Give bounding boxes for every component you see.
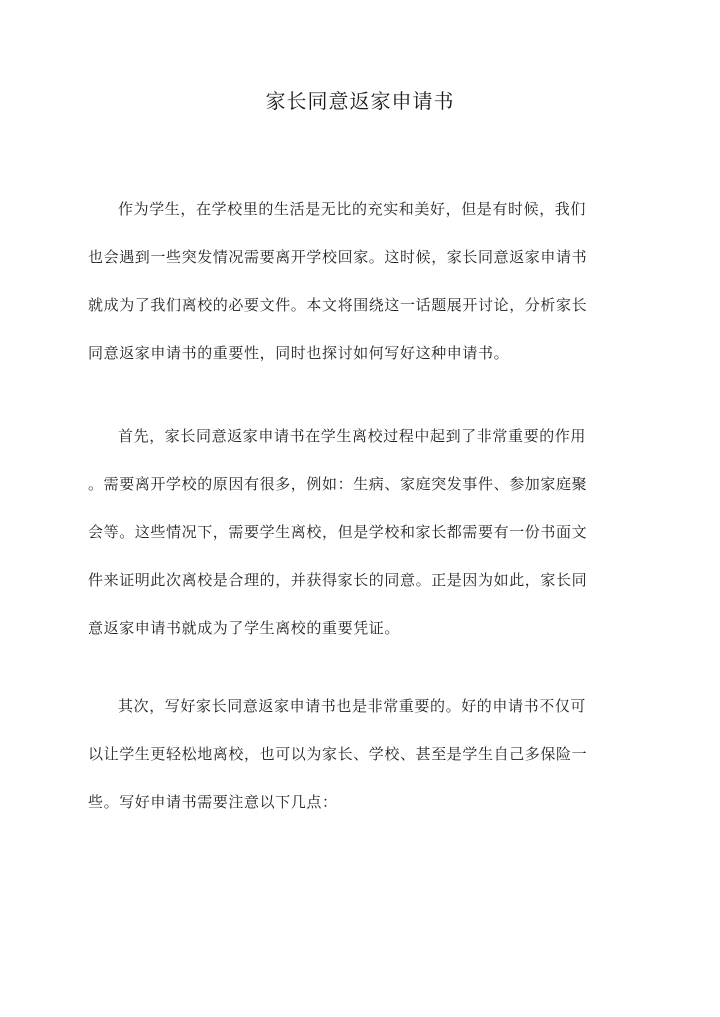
- paragraph-first: [88, 412, 648, 652]
- paragraph-second: [88, 682, 648, 826]
- paragraph-line: 些。写好申请书需要注意以下几点：: [88, 793, 338, 811]
- paragraph-line: 也会遇到一些突发情况需要离开学校回家。这时候，家长同意返家申请书: [88, 248, 588, 266]
- paragraph-line: 同意返家申请书的重要性，同时也探讨如何写好这种申请书。: [88, 344, 510, 362]
- document-title: 家长同意返家申请书: [265, 89, 455, 113]
- paragraph-line: 意返家申请书就成为了学生离校的重要凭证。: [88, 619, 401, 637]
- paragraph-line: 会等。这些情况下，需要学生离校，但是学校和家长都需要有一份书面文: [88, 523, 588, 541]
- paragraph-line: 作为学生，在学校里的生活是无比的充实和美好，但是有时候，我们: [118, 200, 587, 218]
- paragraph-intro: [88, 185, 648, 377]
- paragraph-line: 件来证明此次离校是合理的，并获得家长的同意。正是因为如此，家长同: [88, 571, 588, 589]
- paragraph-line: 其次，写好家长同意返家申请书也是非常重要的。好的申请书不仅可: [118, 697, 587, 715]
- paragraph-line: 以让学生更轻松地离校，也可以为家长、学校、甚至是学生自己多保险一: [88, 745, 588, 763]
- paragraph-line: 就成为了我们离校的必要文件。本文将围绕这一话题展开讨论，分析家长: [88, 296, 588, 314]
- paragraph-line: 首先，家长同意返家申请书在学生离校过程中起到了非常重要的作用: [118, 427, 587, 445]
- paragraph-line: 。需要离开学校的原因有很多，例如：生病、家庭突发事件、参加家庭聚: [88, 475, 588, 493]
